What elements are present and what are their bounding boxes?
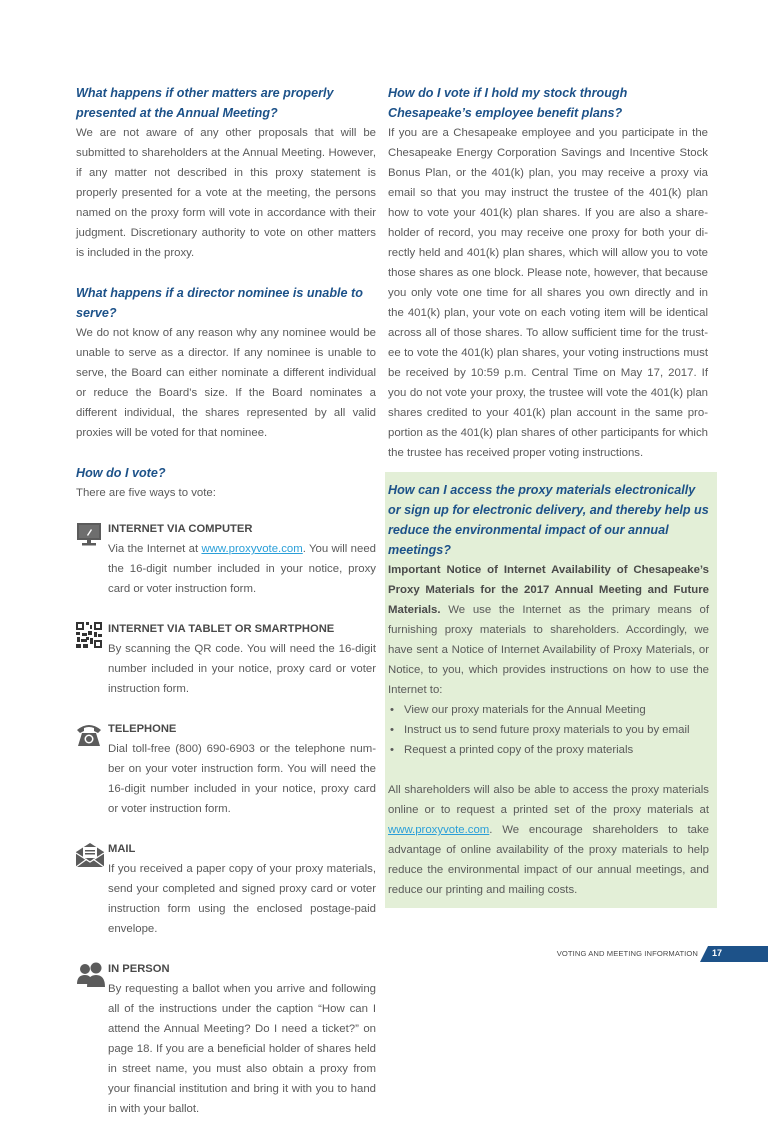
vote-method-title: INTERNET VIA TABLET OR SMARTPHONE — [108, 623, 335, 635]
mail-envelope-icon — [76, 842, 102, 868]
internet-uses-list — [388, 700, 709, 760]
list-item: • Request a printed copy of the proxy materials — [388, 740, 709, 760]
other-matters-section — [76, 83, 376, 263]
qr-code-icon — [76, 622, 102, 648]
left-column — [76, 83, 376, 1139]
right-column — [388, 83, 708, 908]
vote-method-text: By scanning the QR code. You will need the 16-digit number included in your notice, proxy card or voter instruction form. — [108, 643, 376, 695]
vote-method-internet-computer — [76, 519, 376, 599]
how-to-vote-question: How do I vote? — [76, 466, 166, 480]
employee-plans-answer: If you are a Chesapeake employee and you participate in the Chesapeake Energy Corporation Savings and Incentive Stock Bonus Plan, or the 401(k) plan, you may receive a proxy via email so that you may instruct the trustee of the 401(k) plan how to vote your 401(k) plan shares. If you are also a shareholder of record, you may receive one proxy for both your directly held and 401(k) plan shares, which will allow you to vote those shares as one block. Please note, however, that because you only vote one time for all shares you own directly and in the 401(k) plan, your vote on each voting item will be identical across all of those shares. To allow sufficient time for the trustee to vote the 401(k) plan shares, your voting instructions must be received by 10:59 p.m. Central Time on May 17, 2017. If you do not vote your proxy, the trustee will vote the 401(k) plan shares credited to your 401(k) plan account in the same proportion as the 401(k) plan shares of other participants for which the trustee has received proper voting instructions. — [388, 127, 708, 459]
vote-method-internet-mobile — [76, 619, 376, 699]
list-item: • Instruct us to send future proxy materials to you by email — [388, 720, 709, 740]
page-number: 17 — [712, 948, 723, 958]
people-icon — [76, 962, 102, 988]
employee-plans-question: How do I vote if I hold my stock through Chesapeake’s employee benefit plans? — [388, 86, 628, 120]
page-number-tab — [700, 946, 768, 962]
electronic-delivery-box — [385, 472, 717, 908]
vote-method-in-person — [76, 959, 376, 1119]
electronic-delivery-question: How can I access the proxy materials electronically or sign up for electronic delivery, and thereby help us reduce the environmental impact of our annual meetings? — [388, 483, 709, 557]
vote-method-mail — [76, 839, 376, 939]
nominee-unable-answer: We do not know of any reason why any nominee would be unable to serve as a director. If any nominee is unable to serve, the Board can either nominate a different individual or reduce the Board’s size. If the Board nominates a different individual, the shares represented by all valid proxies will be voted for that nominee. — [76, 327, 376, 439]
internet-availability-notice: Important Notice of Internet Availability of Chesapeake’s Proxy Materials for the 2017 Annual Meeting and Future Materials. We use the Internet as the primary means of furnishing proxy materials to shareholders. Accordingly, we have sent a Notice of Internet Availability of Proxy Materials, or Notice, to you, which provides instructions on how to use the Internet to: — [388, 564, 709, 696]
vote-method-text: By requesting a ballot when you arrive and following all of the instructions under the caption “How can I attend the Annual Meeting? Do I need a ticket?” on page 18. If you are a beneficial holder of shares held in street name, you must also obtain a proxy from your financial institution and bring it with you to hand in with your ballot. — [108, 983, 376, 1115]
vote-method-text: Dial toll-free (800) 690-6903 or the telephone number on your voter instruction form. You will need the 16-digit number included in your notice, proxy card or voter instruction form. — [108, 743, 376, 815]
nominee-unable-section — [76, 283, 376, 443]
vote-method-title: IN PERSON — [108, 963, 170, 975]
employee-plans-section — [388, 83, 708, 463]
footer-section-label: VOTING AND MEETING INFORMATION — [556, 949, 698, 958]
proxyvote-link[interactable]: www.proxyvote.com — [388, 824, 490, 836]
how-to-vote-section — [76, 463, 376, 503]
telephone-icon — [76, 722, 102, 748]
vote-method-text: Via the Internet at www.proxyvote.com. You will need the 16-digit number included in your notice, proxy card or voter instruction form. — [108, 543, 376, 595]
closing-paragraph: All shareholders will also be able to access the proxy materials online or to request a printed set of the proxy materials at www.proxyvote.com. We encourage shareholders to take advantage of online availability of the proxy materials to help reduce the environmental impact of our annual meetings, and reduce our printing and mailing costs. — [388, 784, 709, 896]
nominee-unable-question: What happens if a director nominee is unable to serve? — [76, 286, 363, 320]
vote-method-title: TELEPHONE — [108, 723, 177, 735]
notice-bold-lead: Important Notice of Internet Availability of Chesapeake’s Proxy Materials for the 2017 Annual Meeting and Future Materials. — [388, 564, 709, 616]
vote-method-title: MAIL — [108, 843, 136, 855]
list-item: • View our proxy materials for the Annual Meeting — [388, 700, 709, 720]
vote-method-text: If you received a paper copy of your proxy materials, send your completed and signed proxy card or voter instruction form using the enclosed postage-paid envelope. — [108, 863, 376, 935]
how-to-vote-intro: There are five ways to vote: — [76, 487, 216, 499]
vote-method-title: INTERNET VIA COMPUTER — [108, 523, 253, 535]
proxyvote-link[interactable]: www.proxyvote.com — [201, 543, 303, 555]
other-matters-question: What happens if other matters are properly presented at the Annual Meeting? — [76, 86, 334, 120]
vote-method-telephone — [76, 719, 376, 819]
computer-monitor-icon — [76, 522, 102, 548]
page-footer — [0, 946, 768, 962]
other-matters-answer: We are not aware of any other proposals that will be submitted to shareholders at the Annual Meeting. However, if any matter not described in this proxy statement is properly presented for a vote at the meeting, the persons named on the proxy form will vote in accordance with their judgment. Discretionary authority to vote on other matters is included in the proxy. — [76, 127, 376, 259]
